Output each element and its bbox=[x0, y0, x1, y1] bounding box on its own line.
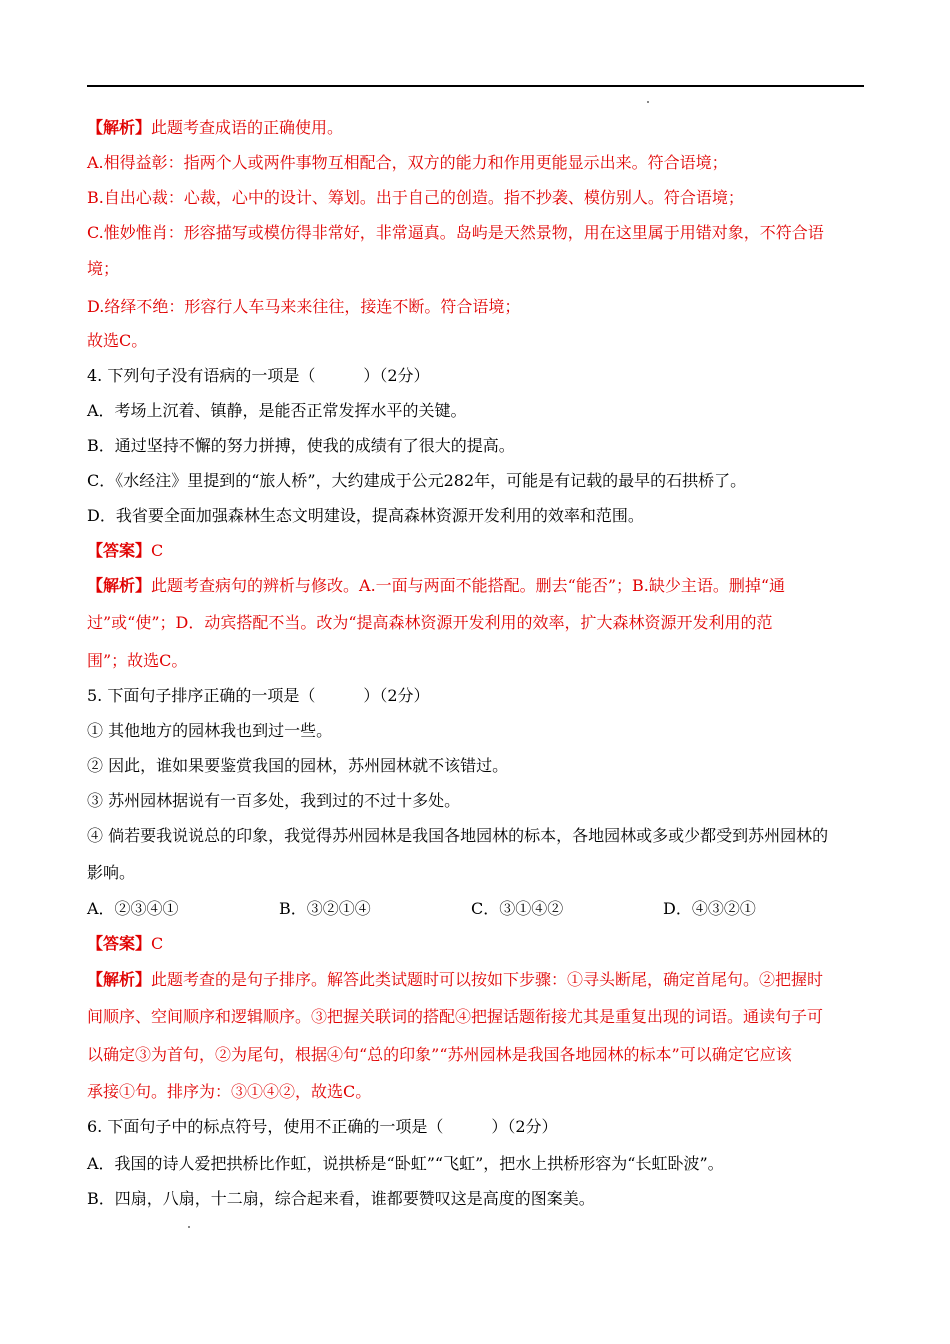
q4-option-c: C．《水经注》里提到的“旅人桥”，大约建成于公元282年，可能是有记载的最早的石拱桥了。 bbox=[87, 471, 747, 490]
q6-option-a: A．我国的诗人爱把拱桥比作虹，说拱桥是“卧虹”“飞虹”，把水上拱桥形容为“长虹卧波”。 bbox=[87, 1154, 724, 1173]
q4-explanation-line3: 围”；故选C。 bbox=[87, 651, 188, 670]
q5-option-d: D．④③②① bbox=[663, 899, 756, 918]
explanation-text: 此题考查的是句子排序。解答此类试题时可以按如下步骤：①寻头断尾，确定首尾句。②把握时 bbox=[151, 970, 824, 989]
q6-option-b: B．四扇，八扇，十二扇，综合起来看，谁都要赞叹这是高度的图案美。 bbox=[87, 1189, 595, 1208]
answer-value: C bbox=[151, 541, 164, 560]
q5-sentence-3: ③ 苏州园林据说有一百多处，我到过的不过十多处。 bbox=[87, 791, 461, 810]
explanation-tag: 【解析】 bbox=[87, 970, 152, 989]
q5-answer bbox=[87, 934, 163, 954]
q6-stem: 6. 下面句子中的标点符号，使用不正确的一项是（ ）（2分） bbox=[87, 1117, 558, 1136]
exp3-intro-line bbox=[87, 118, 343, 138]
explanation-tag: 【解析】 bbox=[87, 576, 152, 595]
q5-explanation-line4: 承接①句。排序为：③①④②，故选C。 bbox=[87, 1082, 372, 1101]
q5-options bbox=[87, 899, 787, 919]
exp3-option-b: B.自出心裁：心裁，心中的设计、筹划。出于自己的创造。指不抄袭、模仿别人。符合语境； bbox=[87, 188, 744, 207]
q5-sentence-4-line1: ④ 倘若要我说说总的印象，我觉得苏州园林是我国各地园林的标本，各地园林或多或少都受到苏州园林的 bbox=[87, 826, 829, 845]
q5-option-c: C．③①④② bbox=[471, 899, 564, 918]
exp3-option-a: A.相得益彰：指两个人或两件事物互相配合，双方的能力和作用更能显示出来。符合语境； bbox=[87, 153, 728, 172]
q4-explanation-line2: 过”或“使”；D．动宾搭配不当。改为“提高森林资源开发利用的效率，扩大森林资源开发利用的范 bbox=[87, 613, 773, 632]
q5-option-b: B．③②①④ bbox=[279, 899, 371, 918]
explanation-text: 此题考查病句的辨析与修改。A.一面与两面不能搭配。删去“能否”；B.缺少主语。删掉“通 bbox=[151, 576, 786, 595]
exp3-option-c-line1: C.惟妙惟肖：形容描写或模仿得非常好，非常逼真。岛屿是天然景物，用在这里属于用错对象，不符合语 bbox=[87, 223, 824, 242]
q5-explanation-line2: 间顺序、空间顺序和逻辑顺序。③把握关联词的搭配④把握话题衔接尤其是重复出现的词语。通读句子可 bbox=[87, 1007, 824, 1026]
q5-stem: 5. 下面句子排序正确的一项是（ ）（2分） bbox=[87, 686, 430, 705]
exp3-option-d: D.络绎不绝：形容行人车马来来往往，接连不断。符合语境； bbox=[87, 297, 521, 316]
q5-sentence-4-line2: 影响。 bbox=[87, 863, 136, 882]
scan-dot bbox=[188, 1226, 190, 1228]
header-rule bbox=[87, 85, 864, 87]
q5-sentence-1: ① 其他地方的园林我也到过一些。 bbox=[87, 721, 333, 740]
q5-sentence-2: ② 因此，谁如果要鉴赏我国的园林，苏州园林就不该错过。 bbox=[87, 756, 509, 775]
exp3-option-c-line2: 境； bbox=[87, 259, 120, 278]
q4-stem: 4. 下列句子没有语病的一项是（ ）（2分） bbox=[87, 366, 430, 385]
q4-answer bbox=[87, 541, 163, 561]
q4-explanation-line1 bbox=[87, 576, 785, 596]
q5-explanation-line1 bbox=[87, 970, 823, 990]
scan-dot bbox=[647, 101, 649, 103]
q4-option-b: B．通过坚持不懈的努力拼搏，使我的成绩有了很大的提高。 bbox=[87, 436, 515, 455]
q4-option-a: A．考场上沉着、镇静，是能否正常发挥水平的关键。 bbox=[87, 401, 467, 420]
explanation-intro: 此题考查成语的正确使用。 bbox=[151, 118, 344, 137]
exp3-conclusion: 故选C。 bbox=[87, 331, 148, 350]
answer-tag: 【答案】 bbox=[87, 541, 152, 560]
q5-option-a: A．②③④① bbox=[87, 899, 179, 918]
answer-tag: 【答案】 bbox=[87, 934, 152, 953]
explanation-tag: 【解析】 bbox=[87, 118, 152, 137]
answer-value: C bbox=[151, 934, 164, 953]
q4-option-d: D．我省要全面加强森林生态文明建设，提高森林资源开发利用的效率和范围。 bbox=[87, 506, 644, 525]
q5-explanation-line3: 以确定③为首句，②为尾句，根据④句“总的印象”“苏州园林是我国各地园林的标本”可以确定它应该 bbox=[87, 1045, 792, 1064]
